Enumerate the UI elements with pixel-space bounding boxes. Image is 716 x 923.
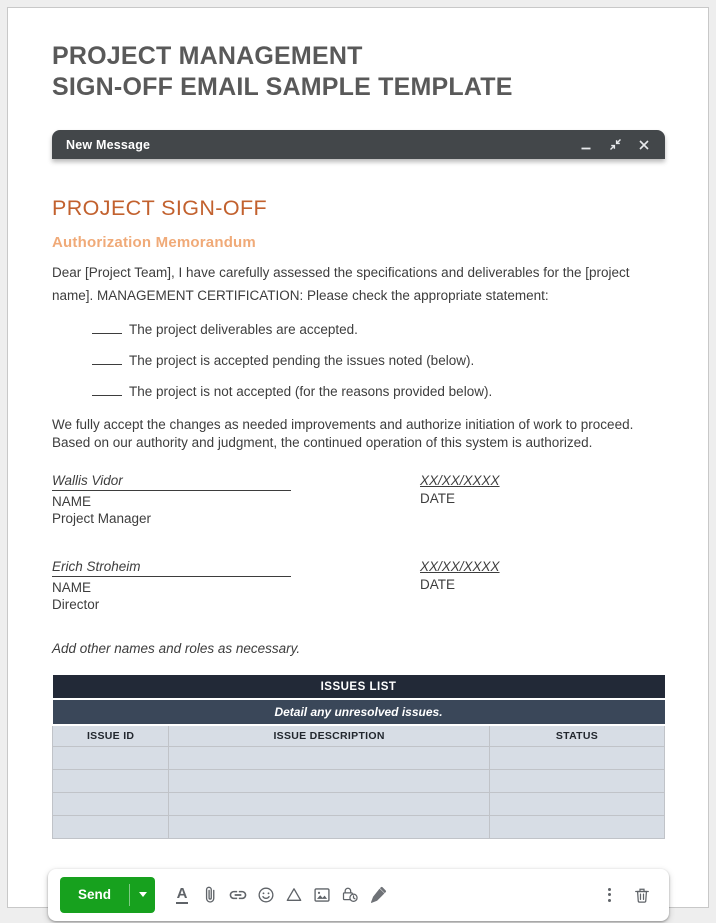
- compose-toolbar: [48, 869, 669, 921]
- toolbar-tools: [169, 882, 391, 908]
- checklist-item-label: The project is not accepted (for the reasons provided below).: [129, 384, 493, 399]
- table-row: [53, 746, 665, 769]
- section-heading: PROJECT SIGN-OFF: [52, 196, 268, 220]
- signature-name-line: Erich Stroheim: [52, 559, 291, 577]
- name-label: NAME: [52, 580, 92, 595]
- attach-file-icon[interactable]: [197, 882, 223, 908]
- exit-fullscreen-icon[interactable]: [608, 138, 622, 152]
- roles-note: Add other names and roles as necessary.: [52, 641, 301, 656]
- signature-date-line: XX/XX/XXXX: [420, 559, 500, 574]
- issues-table-subtitle: Detail any unresolved issues.: [53, 699, 665, 725]
- table-cell: [489, 792, 664, 815]
- compose-title: New Message: [66, 137, 151, 152]
- insert-from-drive-icon[interactable]: [281, 882, 307, 908]
- compose-window: [52, 130, 665, 921]
- send-button[interactable]: [60, 877, 155, 913]
- certification-checklist: [52, 322, 665, 399]
- insert-signature-icon[interactable]: [365, 882, 391, 908]
- checklist-item-label: The project is accepted pending the issues noted (below).: [129, 353, 475, 368]
- checkbox-blank-line[interactable]: [92, 322, 122, 334]
- document-title: [8, 8, 708, 103]
- insert-photo-icon[interactable]: [309, 882, 335, 908]
- insert-emoji-icon[interactable]: [253, 882, 279, 908]
- send-button-label[interactable]: Send: [78, 886, 112, 902]
- confidential-mode-icon[interactable]: [337, 882, 363, 908]
- checklist-item: [52, 322, 665, 337]
- table-row: [53, 815, 665, 838]
- signature-date-column: [420, 473, 500, 526]
- table-cell: [489, 769, 664, 792]
- table-cell: [489, 746, 664, 769]
- name-label: NAME: [52, 494, 92, 509]
- issues-table: [52, 675, 665, 839]
- close-icon[interactable]: [637, 138, 651, 152]
- signature-date-column: [420, 559, 500, 612]
- table-cell: [169, 769, 490, 792]
- issues-table-title-row: [53, 675, 665, 699]
- document-page: [7, 7, 709, 908]
- document-title-line1: PROJECT MANAGEMENT: [52, 42, 363, 70]
- section-subheading: Authorization Memorandum: [52, 234, 256, 251]
- table-cell: [53, 746, 169, 769]
- table-cell: [53, 815, 169, 838]
- compose-titlebar: [52, 130, 665, 159]
- issues-table-title: ISSUES LIST: [53, 675, 665, 699]
- table-cell: [53, 792, 169, 815]
- checkbox-blank-line[interactable]: [92, 384, 122, 396]
- signature-name-column: [52, 559, 420, 612]
- signature-role: Director: [52, 597, 100, 612]
- signature-name-line: Wallis Vidor: [52, 473, 291, 491]
- checklist-item: [52, 384, 665, 399]
- more-options-icon[interactable]: [604, 884, 615, 906]
- chevron-down-icon: [139, 892, 147, 897]
- titlebar-controls: [579, 138, 651, 152]
- signature-role: Project Manager: [52, 511, 152, 526]
- table-cell: [169, 746, 490, 769]
- checklist-item-label: The project deliverables are accepted.: [129, 322, 358, 337]
- signature-date-line: XX/XX/XXXX: [420, 473, 500, 488]
- discard-draft-icon[interactable]: [629, 882, 655, 908]
- signature-name-column: [52, 473, 420, 526]
- intro-paragraph: Dear [Project Team], I have carefully assessed the specifications and deliverables for the [project name]. MANAGEMENT CERTIFICATION: Please check the appropriate statement:: [52, 265, 630, 303]
- table-cell: [53, 769, 169, 792]
- issues-table-header-row: [53, 725, 665, 746]
- compose-body[interactable]: [52, 159, 665, 921]
- toolbar-right: [604, 882, 655, 908]
- table-cell: [169, 815, 490, 838]
- issues-table-subtitle-row: [53, 699, 665, 725]
- table-row: [53, 792, 665, 815]
- insert-link-icon[interactable]: [225, 882, 251, 908]
- date-label: DATE: [420, 491, 456, 506]
- table-cell: [489, 815, 664, 838]
- column-header-issue-id: ISSUE ID: [53, 725, 169, 746]
- signature-block: [52, 559, 665, 612]
- date-label: DATE: [420, 577, 456, 592]
- document-title-line2: SIGN-OFF EMAIL SAMPLE TEMPLATE: [52, 73, 513, 101]
- table-row: [53, 769, 665, 792]
- checkbox-blank-line[interactable]: [92, 353, 122, 365]
- checklist-item: [52, 353, 665, 368]
- send-options-button[interactable]: [130, 877, 155, 913]
- signature-block: [52, 473, 665, 526]
- acceptance-paragraph: We fully accept the changes as needed improvements and authorize initiation of work to proceed. Based on our authority and judgment, the continued operation of this system is authorized.: [52, 417, 634, 450]
- minimize-icon[interactable]: [579, 138, 593, 152]
- table-cell: [169, 792, 490, 815]
- column-header-status: STATUS: [489, 725, 664, 746]
- column-header-issue-description: ISSUE DESCRIPTION: [169, 725, 490, 746]
- formatting-options-icon[interactable]: A: [176, 884, 188, 902]
